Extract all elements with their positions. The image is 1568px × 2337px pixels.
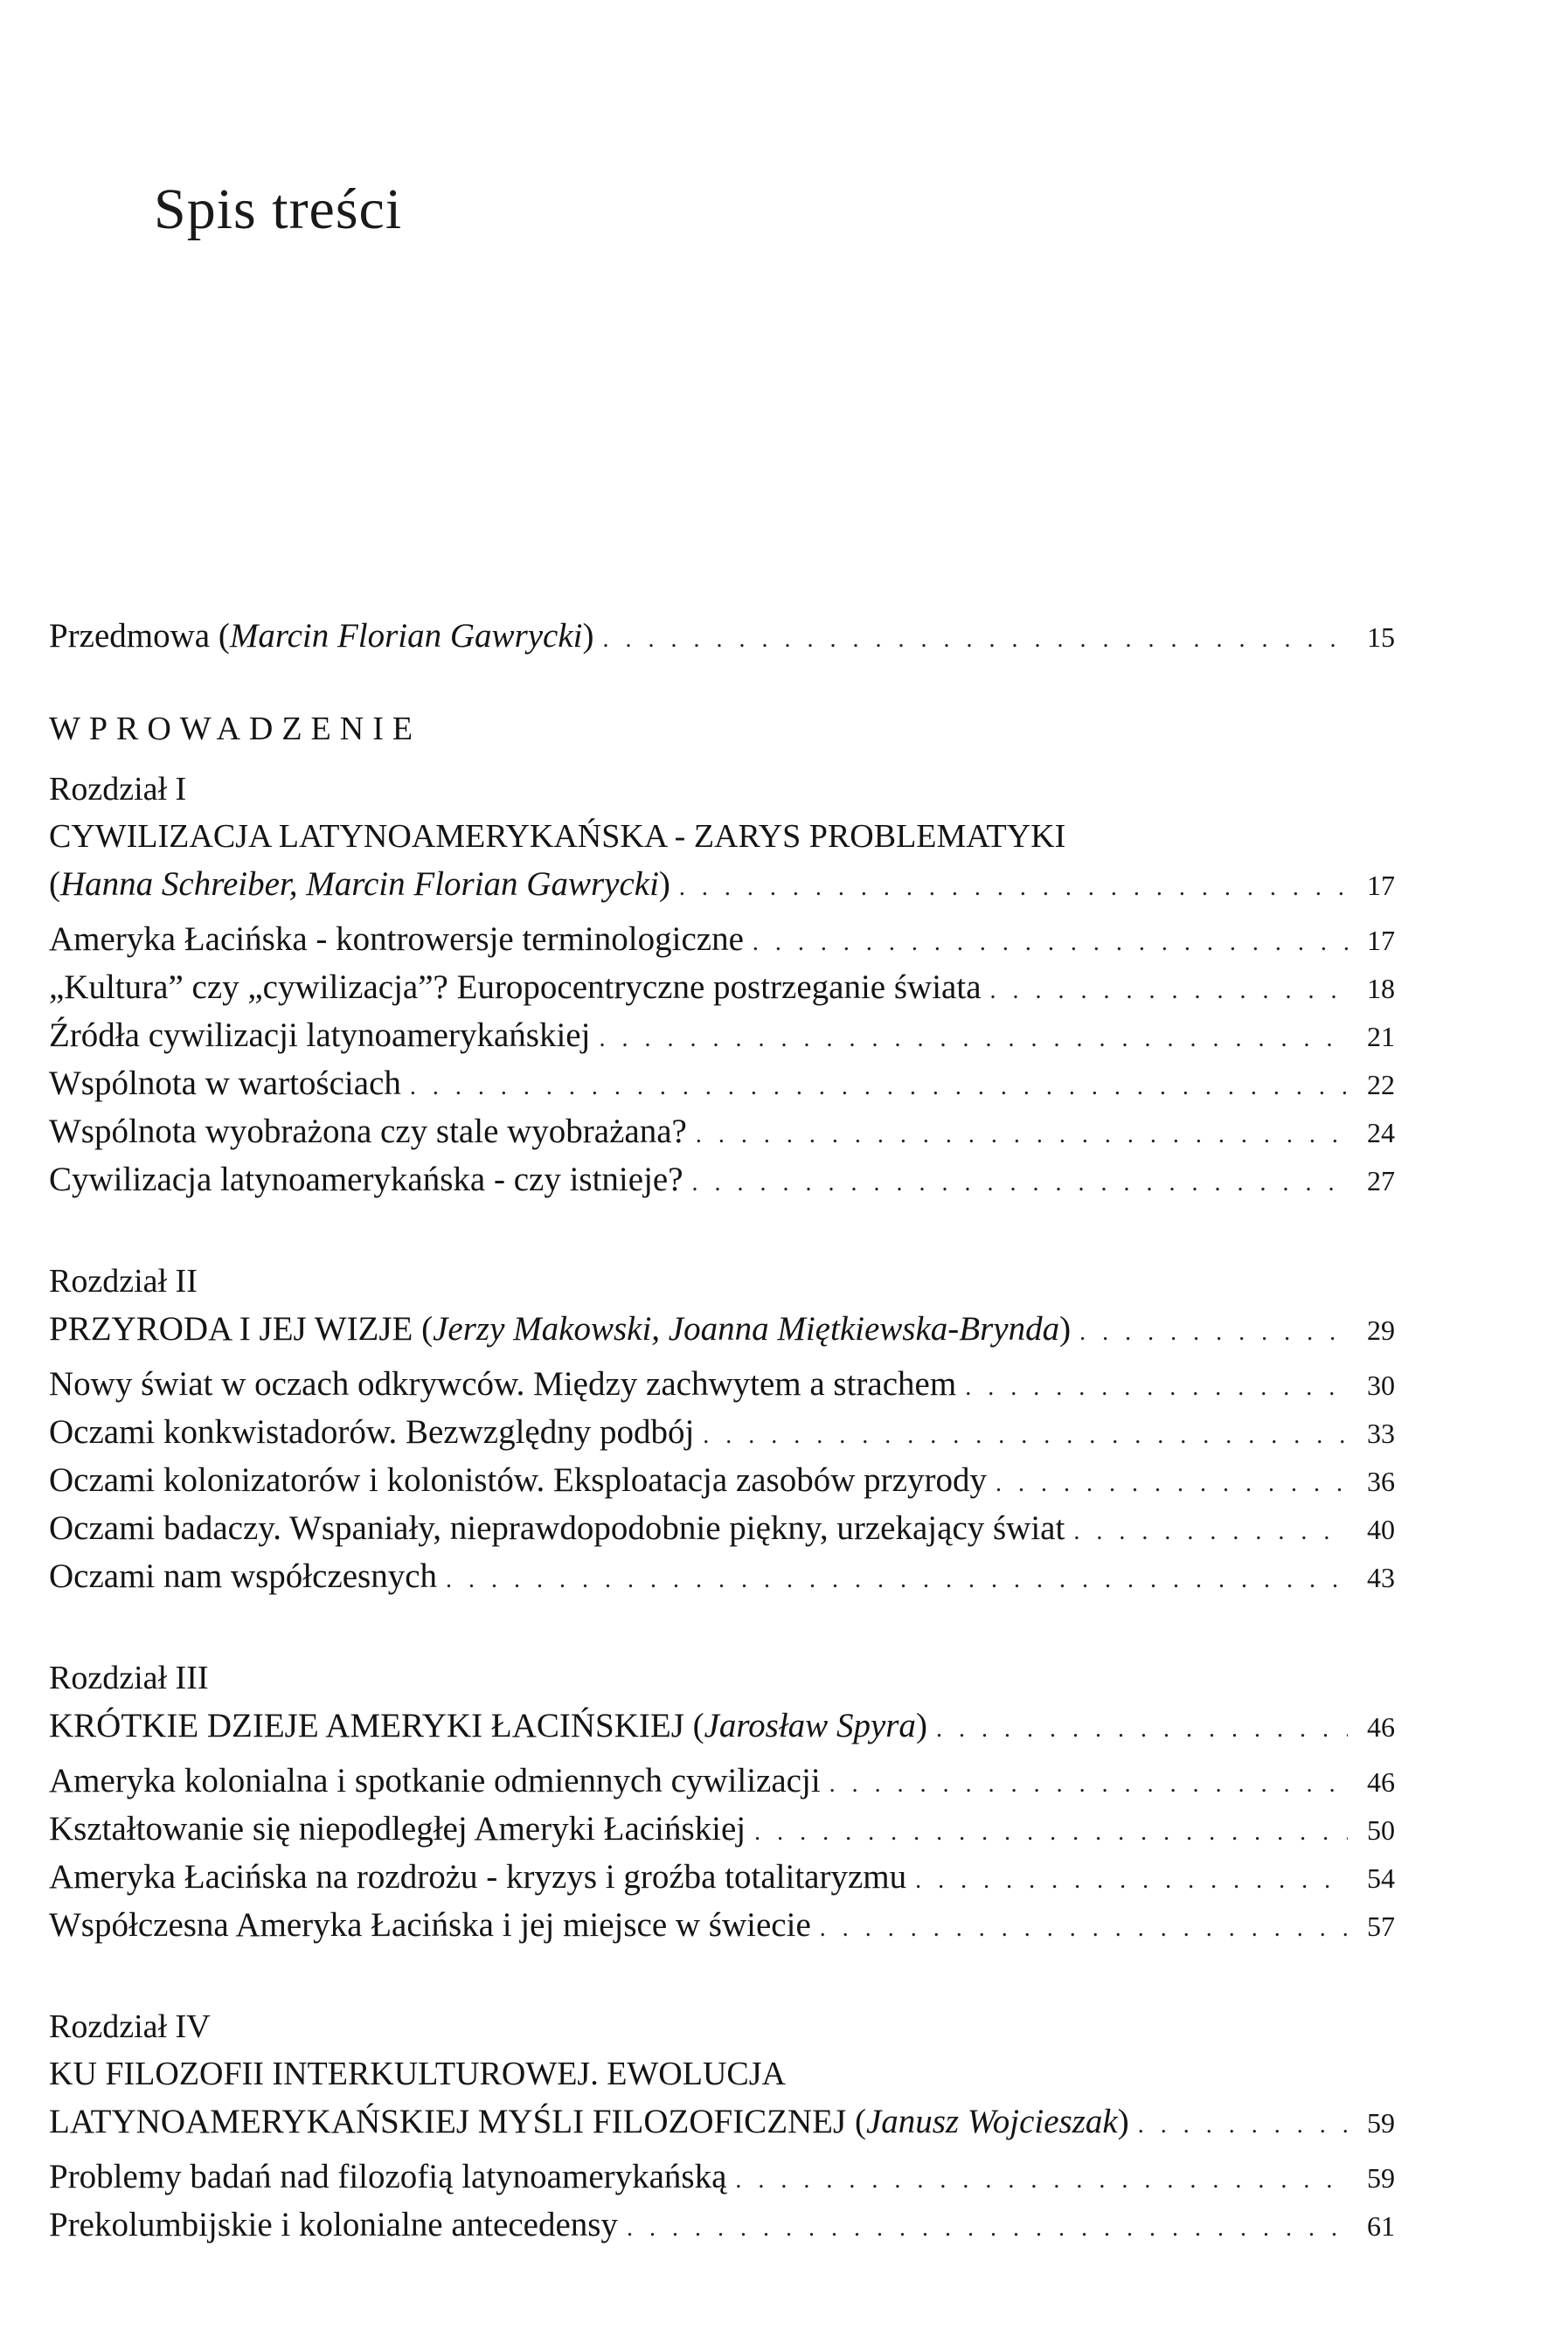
page-number: 24 bbox=[1367, 1117, 1395, 1148]
entry-text: (Hanna Schreiber, Marcin Florian Gawrycki) bbox=[49, 865, 670, 903]
dot-leader bbox=[679, 863, 1348, 912]
dot-leader bbox=[820, 1904, 1348, 1952]
page-number: 46 bbox=[1367, 1766, 1395, 1798]
dot-leader bbox=[829, 1760, 1348, 1808]
page-number: 15 bbox=[1367, 621, 1395, 653]
dot-leader bbox=[410, 1063, 1348, 1111]
entry-text: Nowy świat w oczach odkrywców. Między zachwytem a strachem bbox=[49, 1365, 957, 1403]
toc-entry[interactable] bbox=[49, 1360, 1395, 1408]
page-number: 27 bbox=[1367, 1165, 1395, 1196]
entry-text: Oczami konkwistadorów. Bezwzględny podbój bbox=[49, 1413, 695, 1451]
page-number: 57 bbox=[1367, 1911, 1395, 1942]
dot-leader bbox=[965, 1363, 1348, 1411]
toc-entry[interactable] bbox=[49, 1504, 1395, 1552]
toc-entry[interactable] bbox=[49, 1408, 1395, 1456]
section-header: WPROWADZENIE bbox=[49, 711, 422, 747]
toc-entry-preface[interactable] bbox=[49, 612, 1395, 660]
entry-text: PRZYRODA I JEJ WIZJE (Jerzy Makowski, Joanna Miętkiewska-Brynda) bbox=[49, 1310, 1072, 1348]
toc-entry[interactable] bbox=[49, 1853, 1395, 1901]
toc-entry[interactable] bbox=[49, 963, 1395, 1011]
entry-text: „Kultura” czy „cywilizacja”? Europocentryczne postrzeganie świata bbox=[49, 968, 982, 1006]
entry-text: Przedmowa (Marcin Florian Gawrycki) bbox=[49, 617, 594, 655]
page-number: 29 bbox=[1367, 1314, 1395, 1346]
toc-entry[interactable] bbox=[49, 1011, 1395, 1059]
page-number: 17 bbox=[1367, 925, 1395, 956]
entry-text: Ameryka Łacińska na rozdrożu - kryzys i groźba totalitaryzmu bbox=[49, 1858, 907, 1896]
page-number: 61 bbox=[1367, 2210, 1395, 2242]
entry-text: KRÓTKIE DZIEJE AMERYKI ŁACIŃSKIEJ (Jarosław Spyra) bbox=[49, 1707, 927, 1744]
chapter-title[interactable]: CYWILIZACJA LATYNOAMERYKAŃSKA - ZARYS PROBLEMATYKI bbox=[49, 818, 1066, 855]
chapter-author: Jarosław Spyra bbox=[704, 1707, 916, 1744]
page-number: 30 bbox=[1367, 1370, 1395, 1401]
page-number: 17 bbox=[1367, 870, 1395, 901]
dot-leader bbox=[753, 919, 1348, 967]
dot-leader bbox=[754, 1808, 1348, 1856]
chapter-title[interactable]: KU FILOZOFII INTERKULTUROWEJ. EWOLUCJA bbox=[49, 2056, 786, 2092]
dot-leader bbox=[1073, 1508, 1348, 1556]
page-number: 59 bbox=[1367, 2162, 1395, 2194]
chapter-label: Rozdział III bbox=[49, 1660, 209, 1696]
page-number: 21 bbox=[1367, 1021, 1395, 1052]
entry-text: LATYNOAMERYKAŃSKIEJ MYŚLI FILOZOFICZNEJ (Janusz Wojcieszak) bbox=[49, 2103, 1129, 2140]
entry-text: Oczami kolonizatorów i kolonistów. Eksploatacja zasobów przyrody bbox=[49, 1461, 987, 1499]
entry-text: Oczami nam współczesnych bbox=[49, 1557, 438, 1595]
page-number: 43 bbox=[1367, 1562, 1395, 1593]
dot-leader bbox=[990, 967, 1348, 1015]
toc-entry-chapter-author[interactable] bbox=[49, 860, 1395, 908]
page-number: 59 bbox=[1367, 2107, 1395, 2139]
entry-text: Problemy badań nad filozofią latynoamerykańską bbox=[49, 2158, 727, 2195]
entry-text: Źródła cywilizacji latynoamerykańskiej bbox=[49, 1016, 591, 1054]
toc-entry[interactable] bbox=[49, 1552, 1395, 1600]
page-title: Spis treści bbox=[154, 177, 403, 241]
entry-text: Prekolumbijskie i kolonialne antecedensy bbox=[49, 2206, 618, 2243]
table-of-contents bbox=[49, 612, 1395, 2249]
entry-text: Wspólnota wyobrażona czy stale wyobrażana? bbox=[49, 1113, 687, 1150]
dot-leader bbox=[915, 1856, 1348, 1904]
page-number: 54 bbox=[1367, 1862, 1395, 1894]
page-number: 36 bbox=[1367, 1466, 1395, 1497]
toc-entry[interactable] bbox=[49, 1757, 1395, 1805]
toc-entry[interactable] bbox=[49, 2201, 1395, 2249]
dot-leader bbox=[599, 1015, 1348, 1063]
entry-text: Współczesna Ameryka Łacińska i jej miejsce w świecie bbox=[49, 1906, 811, 1944]
dot-leader bbox=[446, 1556, 1348, 1604]
toc-entry[interactable] bbox=[49, 1107, 1395, 1155]
dot-leader bbox=[1079, 1308, 1348, 1356]
entry-text: Oczami badaczy. Wspaniały, nieprawdopodobnie piękny, urzekający świat bbox=[49, 1509, 1065, 1547]
toc-entry[interactable] bbox=[49, 1901, 1395, 1949]
dot-leader bbox=[692, 1159, 1348, 1207]
chapter-author: Janusz Wojcieszak bbox=[865, 2103, 1118, 2140]
entry-text: Wspólnota w wartościach bbox=[49, 1064, 401, 1102]
page-number: 46 bbox=[1367, 1711, 1395, 1743]
page-number: 18 bbox=[1367, 973, 1395, 1004]
page-number: 22 bbox=[1367, 1069, 1395, 1100]
chapter-author: Jerzy Makowski, Joanna Miętkiewska-Brynda bbox=[433, 1310, 1060, 1348]
toc-entry[interactable] bbox=[49, 1059, 1395, 1107]
entry-text: Ameryka Łacińska - kontrowersje terminologiczne bbox=[49, 920, 744, 958]
toc-entry-chapter-title[interactable] bbox=[49, 1702, 1395, 1750]
toc-entry[interactable] bbox=[49, 915, 1395, 963]
entry-text: Ameryka kolonialna i spotkanie odmiennych cywilizacji bbox=[49, 1762, 821, 1800]
chapter-label: Rozdział IV bbox=[49, 2008, 211, 2045]
dot-leader bbox=[696, 1111, 1348, 1159]
chapter-label: Rozdział I bbox=[49, 771, 187, 808]
toc-entry-chapter-title[interactable] bbox=[49, 1305, 1395, 1353]
dot-leader bbox=[735, 2156, 1348, 2204]
entry-text: Cywilizacja latynoamerykańska - czy istnieje? bbox=[49, 1161, 683, 1198]
dot-leader bbox=[703, 1411, 1348, 1460]
toc-entry[interactable] bbox=[49, 1155, 1395, 1203]
chapter-title: LATYNOAMERYKAŃSKIEJ MYŚLI FILOZOFICZNEJ bbox=[49, 2103, 847, 2140]
chapter-title: PRZYRODA I JEJ WIZJE bbox=[49, 1310, 413, 1348]
page-number: 40 bbox=[1367, 1514, 1395, 1545]
dot-leader bbox=[996, 1460, 1348, 1508]
chapter-title: KRÓTKIE DZIEJE AMERYKI ŁACIŃSKIEJ bbox=[49, 1707, 684, 1744]
toc-entry-chapter-title[interactable] bbox=[49, 2098, 1395, 2146]
toc-entry[interactable] bbox=[49, 2153, 1395, 2201]
toc-entry[interactable] bbox=[49, 1456, 1395, 1504]
page-number: 50 bbox=[1367, 1814, 1395, 1846]
dot-leader bbox=[936, 1705, 1348, 1753]
chapter-label: Rozdział II bbox=[49, 1263, 198, 1300]
entry-text: Kształtowanie się niepodległej Ameryki Łacińskiej bbox=[49, 1810, 746, 1848]
toc-entry[interactable] bbox=[49, 1805, 1395, 1853]
dot-leader bbox=[1138, 2101, 1348, 2149]
dot-leader bbox=[627, 2204, 1348, 2252]
page-number: 33 bbox=[1367, 1418, 1395, 1449]
dot-leader bbox=[603, 615, 1348, 663]
